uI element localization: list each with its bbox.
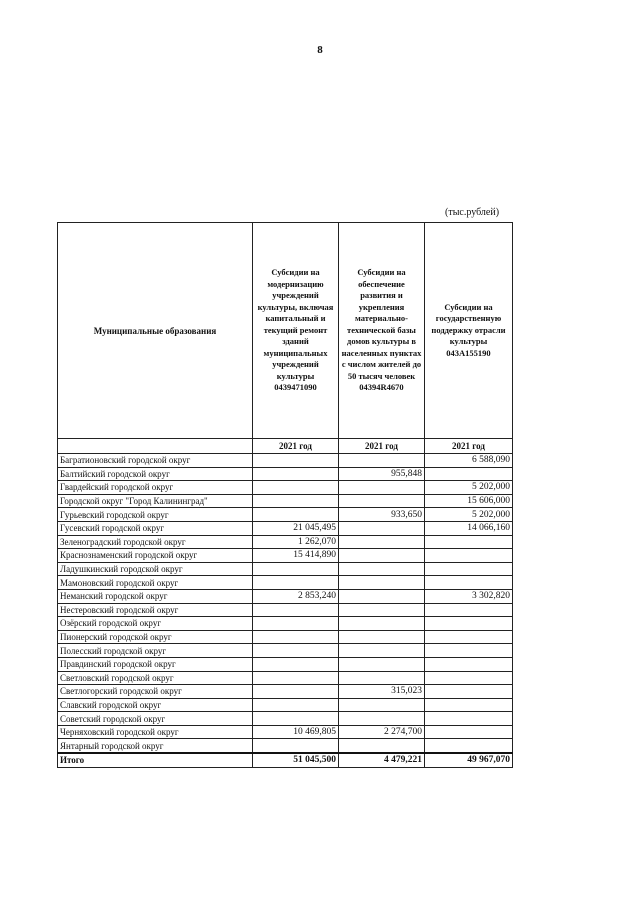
- culture-houses-value-cell: [339, 671, 425, 685]
- culture-houses-value-cell: [339, 644, 425, 658]
- header-year-empty: [58, 439, 253, 454]
- modernization-value-cell: [253, 671, 339, 685]
- table-row: [58, 521, 513, 535]
- municipality-name-cell: Зеленоградский городской округ: [58, 535, 253, 549]
- modernization-value-cell: [253, 630, 339, 644]
- table-row: [58, 508, 513, 522]
- state-support-value-cell: [425, 535, 513, 549]
- culture-houses-value-cell: [339, 481, 425, 495]
- municipality-name-cell: Краснознаменский городской округ: [58, 549, 253, 563]
- culture-houses-value-cell: [339, 712, 425, 726]
- modernization-value-cell: [253, 657, 339, 671]
- culture-houses-value-cell: [339, 494, 425, 508]
- municipality-name-cell: Мамоновский городской округ: [58, 576, 253, 590]
- header-year-2: 2021 год: [339, 439, 425, 454]
- state-support-value-cell: 6 588,090: [425, 454, 513, 468]
- culture-houses-value-cell: [339, 521, 425, 535]
- table-row: [58, 454, 513, 468]
- municipality-name-cell: Озёрский городской округ: [58, 617, 253, 631]
- table-row: [58, 481, 513, 495]
- municipality-name-cell: Нестеровский городской округ: [58, 603, 253, 617]
- table-row: [58, 562, 513, 576]
- state-support-value-cell: [425, 657, 513, 671]
- table-row: [58, 494, 513, 508]
- table-row: [58, 630, 513, 644]
- modernization-value-cell: [253, 644, 339, 658]
- culture-houses-value-cell: [339, 549, 425, 563]
- culture-houses-value-cell: 2 274,700: [339, 725, 425, 739]
- table-row: [58, 698, 513, 712]
- table-row: [58, 467, 513, 481]
- modernization-value-cell: [253, 562, 339, 576]
- table-row: [58, 657, 513, 671]
- municipality-name-cell: Балтийский городской округ: [58, 467, 253, 481]
- table-row: [58, 589, 513, 603]
- municipality-name-cell: Гвардейский городской округ: [58, 481, 253, 495]
- state-support-value-cell: [425, 603, 513, 617]
- municipality-name-cell: Гурьевский городской округ: [58, 508, 253, 522]
- total-modernization-cell: 51 045,500: [253, 753, 339, 767]
- state-support-value-cell: [425, 549, 513, 563]
- municipality-name-cell: Ладушкинский городской округ: [58, 562, 253, 576]
- culture-houses-value-cell: 315,023: [339, 685, 425, 699]
- state-support-value-cell: 5 202,000: [425, 481, 513, 495]
- modernization-value-cell: [253, 685, 339, 699]
- header-culture-houses-subsidy: Субсидии на обеспечение развития и укрепления материально-технической базы домов культуры в населенных пунктах с числом жителей до 50 тысяч человек 04394R4670: [339, 223, 425, 439]
- culture-houses-value-cell: [339, 535, 425, 549]
- municipality-name-cell: Неманский городской округ: [58, 589, 253, 603]
- table-row: [58, 617, 513, 631]
- table-row: [58, 603, 513, 617]
- table-row: [58, 712, 513, 726]
- total-row: [58, 753, 513, 767]
- state-support-value-cell: 15 606,000: [425, 494, 513, 508]
- culture-houses-value-cell: [339, 603, 425, 617]
- total-culture-houses-cell: 4 479,221: [339, 753, 425, 767]
- modernization-value-cell: 10 469,805: [253, 725, 339, 739]
- culture-houses-value-cell: [339, 657, 425, 671]
- modernization-value-cell: 2 853,240: [253, 589, 339, 603]
- modernization-value-cell: 1 262,070: [253, 535, 339, 549]
- table-row: [58, 685, 513, 699]
- modernization-value-cell: [253, 576, 339, 590]
- modernization-value-cell: [253, 508, 339, 522]
- header-year-3: 2021 год: [425, 439, 513, 454]
- table-row: [58, 671, 513, 685]
- municipality-name-cell: Пионерский городской округ: [58, 630, 253, 644]
- state-support-value-cell: [425, 685, 513, 699]
- table-body: [58, 454, 513, 768]
- modernization-value-cell: [253, 617, 339, 631]
- modernization-value-cell: [253, 454, 339, 468]
- state-support-value-cell: [425, 617, 513, 631]
- culture-houses-value-cell: [339, 617, 425, 631]
- table-row: [58, 549, 513, 563]
- state-support-value-cell: [425, 630, 513, 644]
- modernization-value-cell: [253, 467, 339, 481]
- header-year-1: 2021 год: [253, 439, 339, 454]
- municipality-name-cell: Городской округ "Город Калининград": [58, 494, 253, 508]
- state-support-value-cell: [425, 644, 513, 658]
- culture-houses-value-cell: 933,650: [339, 508, 425, 522]
- header-state-support-subsidy: Субсидии на государственную поддержку отрасли культуры 043A155190: [425, 223, 513, 439]
- municipality-name-cell: Полесский городской округ: [58, 644, 253, 658]
- modernization-value-cell: [253, 603, 339, 617]
- municipality-name-cell: Черняховский городской округ: [58, 725, 253, 739]
- total-label-cell: Итого: [58, 753, 253, 767]
- subsidy-table: [57, 222, 513, 768]
- municipality-name-cell: Светлогорский городской округ: [58, 685, 253, 699]
- culture-houses-value-cell: [339, 576, 425, 590]
- culture-houses-value-cell: 955,848: [339, 467, 425, 481]
- municipality-name-cell: Правдинский городской округ: [58, 657, 253, 671]
- modernization-value-cell: [253, 712, 339, 726]
- state-support-value-cell: [425, 698, 513, 712]
- modernization-value-cell: [253, 494, 339, 508]
- state-support-value-cell: 5 202,000: [425, 508, 513, 522]
- state-support-value-cell: [425, 739, 513, 753]
- table-row: [58, 576, 513, 590]
- culture-houses-value-cell: [339, 562, 425, 576]
- page-number: 8: [317, 44, 323, 56]
- table-row: [58, 725, 513, 739]
- municipality-name-cell: Янтарный городской округ: [58, 739, 253, 753]
- municipality-name-cell: Багратионовский городской округ: [58, 454, 253, 468]
- culture-houses-value-cell: [339, 454, 425, 468]
- state-support-value-cell: [425, 576, 513, 590]
- state-support-value-cell: [425, 562, 513, 576]
- table-row: [58, 644, 513, 658]
- table-row: [58, 739, 513, 753]
- modernization-value-cell: 21 045,495: [253, 521, 339, 535]
- table-row: [58, 535, 513, 549]
- municipality-name-cell: Славский городской округ: [58, 698, 253, 712]
- culture-houses-value-cell: [339, 630, 425, 644]
- modernization-value-cell: [253, 481, 339, 495]
- state-support-value-cell: 14 066,160: [425, 521, 513, 535]
- modernization-value-cell: [253, 739, 339, 753]
- units-label: (тыс.рублей): [445, 207, 500, 218]
- culture-houses-value-cell: [339, 589, 425, 603]
- culture-houses-value-cell: [339, 698, 425, 712]
- total-state-support-cell: 49 967,070: [425, 753, 513, 767]
- municipality-name-cell: Светловский городской округ: [58, 671, 253, 685]
- culture-houses-value-cell: [339, 739, 425, 753]
- header-modernization-subsidy: Субсидии на модернизацию учреждений культуры, включая капитальный и текущий ремонт зданий муниципальных учреждений культуры 0439471090: [253, 223, 339, 439]
- state-support-value-cell: [425, 467, 513, 481]
- modernization-value-cell: 15 414,890: [253, 549, 339, 563]
- state-support-value-cell: [425, 671, 513, 685]
- modernization-value-cell: [253, 698, 339, 712]
- state-support-value-cell: [425, 712, 513, 726]
- header-municipality: Муниципальные образования: [58, 223, 253, 439]
- state-support-value-cell: [425, 725, 513, 739]
- state-support-value-cell: 3 302,820: [425, 589, 513, 603]
- municipality-name-cell: Советский городской округ: [58, 712, 253, 726]
- municipality-name-cell: Гусевский городской округ: [58, 521, 253, 535]
